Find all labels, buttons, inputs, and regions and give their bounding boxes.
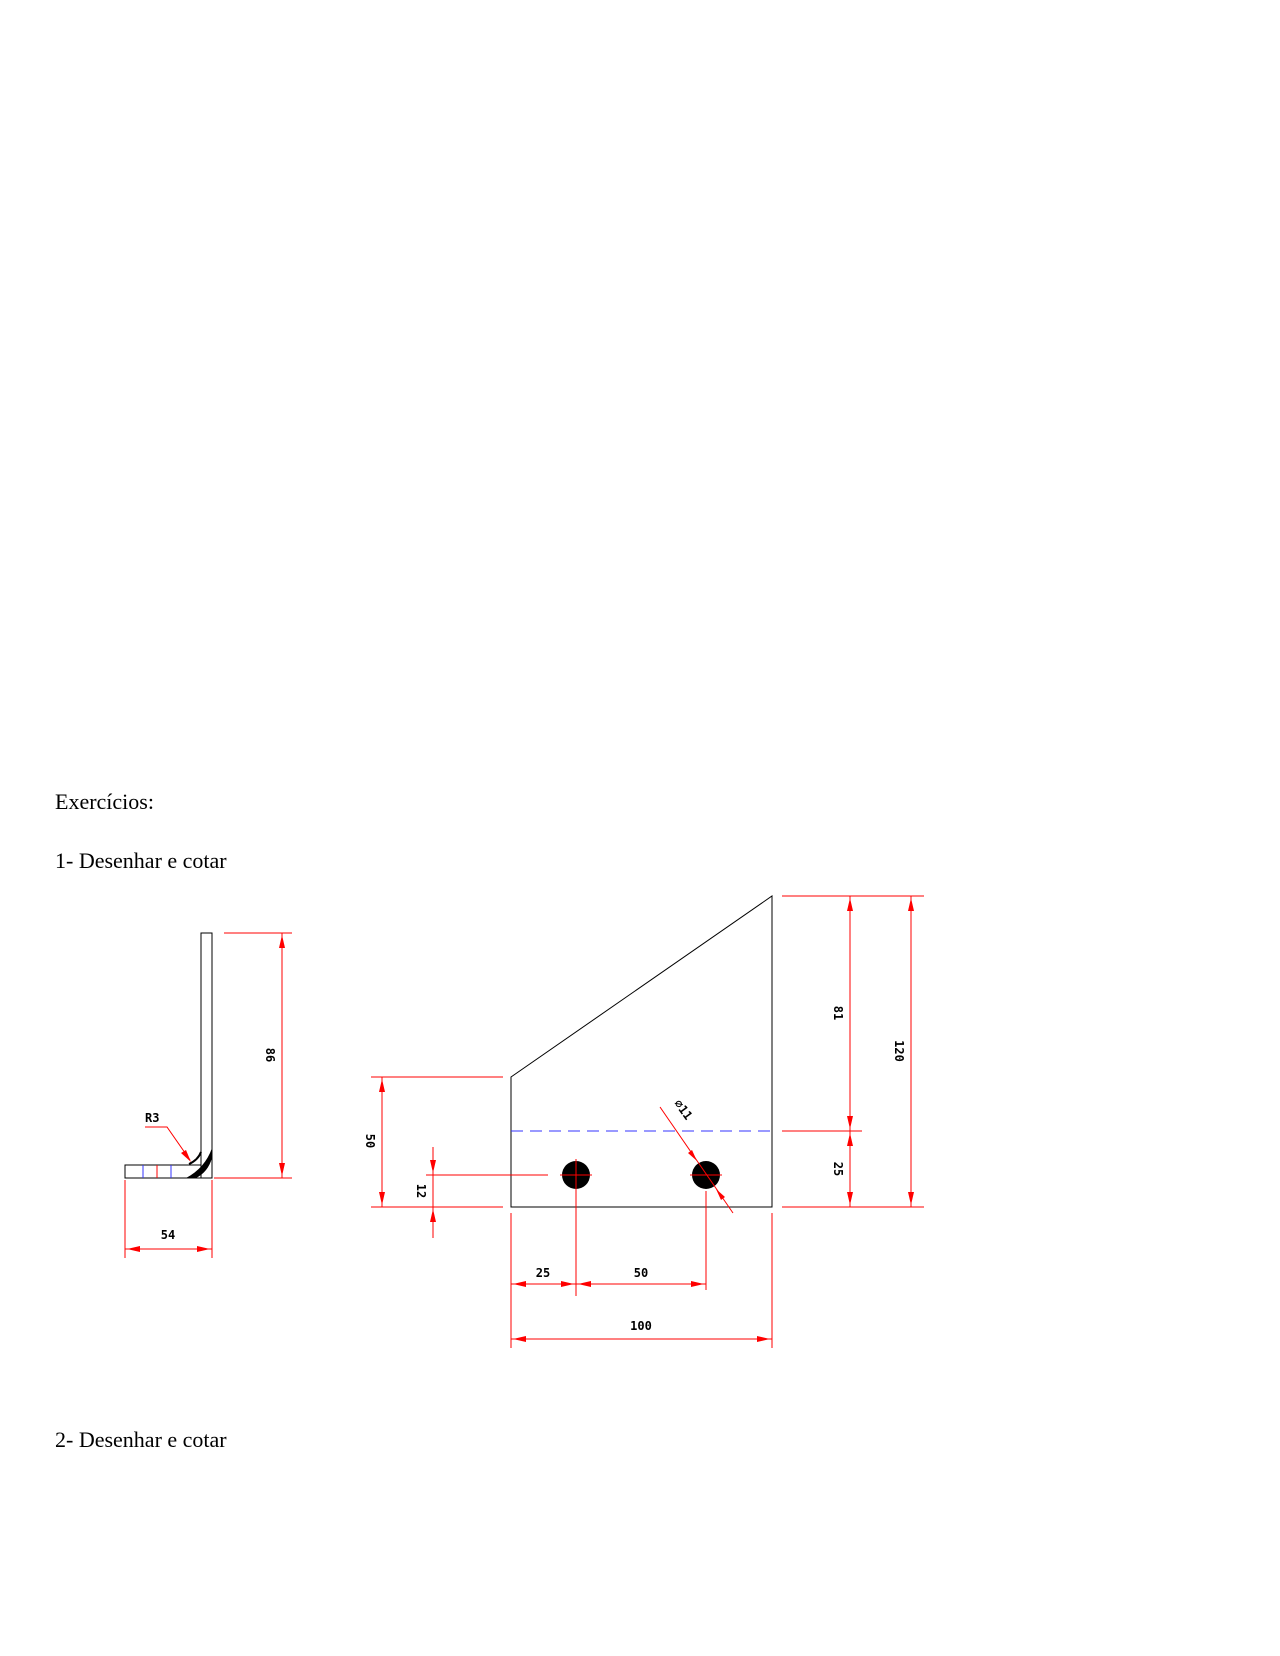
dimension-arrow [908, 1192, 914, 1205]
dimension-arrow [279, 1163, 285, 1176]
dimension-arrow [561, 1281, 574, 1287]
exercises-heading: Exercícios: [55, 789, 154, 814]
dimension-arrow [847, 1116, 853, 1129]
dimension-label-50: 50 [363, 1133, 377, 1149]
exercise-2-label: 2- Desenhar e cotar [55, 1427, 227, 1452]
dimension-arrow [513, 1336, 526, 1342]
dimension-label-12: 12 [414, 1183, 428, 1199]
dimension-arrow [430, 1160, 436, 1173]
dimension-arrow [197, 1246, 210, 1252]
dimension-arrow [688, 1150, 697, 1161]
dimension-label-25: 25 [535, 1266, 551, 1280]
dimension-arrow [430, 1209, 436, 1222]
diameter-label: ⌀11 [671, 1096, 696, 1123]
dimension-label-86: 86 [263, 1047, 277, 1063]
dimension-label-81: 81 [831, 1005, 845, 1021]
dimension-arrow [691, 1281, 704, 1287]
dimension-label-50-bottom: 50 [633, 1266, 649, 1280]
front-view [363, 896, 924, 1348]
dimension-label-25-right: 25 [831, 1161, 845, 1177]
dimension-arrow [757, 1336, 770, 1342]
dimension-arrow [847, 898, 853, 911]
radius-leader [145, 1127, 190, 1160]
dimension-arrow [578, 1281, 591, 1287]
dimension-arrow [908, 898, 914, 911]
plate-outline [511, 896, 772, 1207]
dimension-arrow [716, 1189, 725, 1200]
dimension-arrow [379, 1192, 385, 1205]
bend-fillet [189, 1152, 201, 1164]
dimension-arrow [847, 1133, 853, 1146]
exercise-1-label: 1- Desenhar e cotar [55, 848, 227, 873]
dimension-arrow [379, 1079, 385, 1092]
dimension-arrow [127, 1246, 140, 1252]
dimension-arrow [513, 1281, 526, 1287]
radius-label: R3 [145, 1111, 160, 1125]
dimension-arrow [847, 1192, 853, 1205]
side-view-outline [201, 933, 212, 1178]
dimension-arrow [181, 1150, 191, 1162]
dimension-label-54: 54 [160, 1228, 176, 1242]
dimension-label-120: 120 [892, 1040, 906, 1062]
dimension-label-100: 100 [630, 1319, 652, 1333]
side-view [125, 933, 292, 1258]
dimension-arrow [279, 935, 285, 948]
